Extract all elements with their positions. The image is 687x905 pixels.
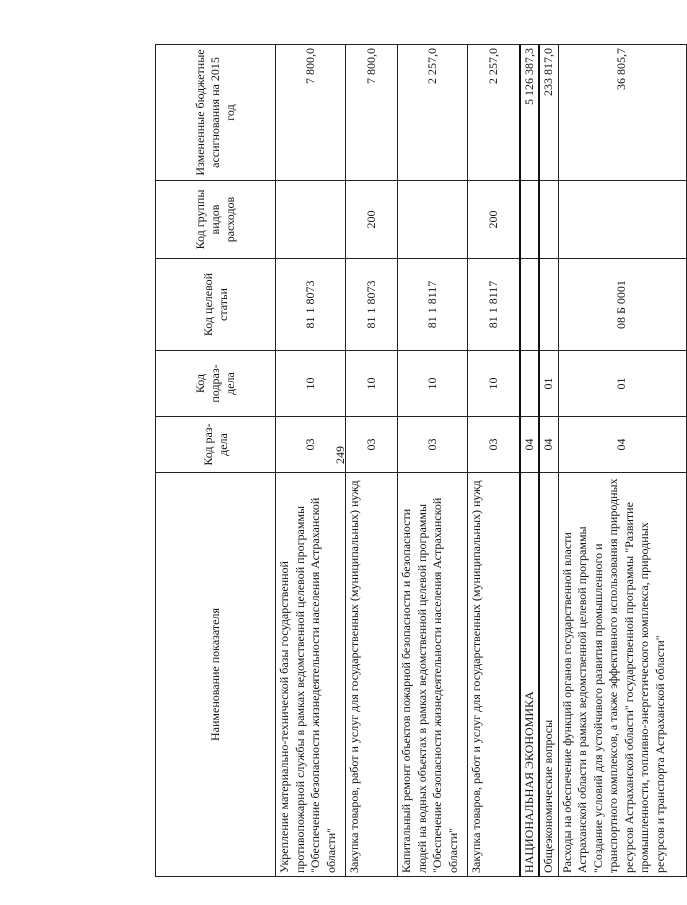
table-row-section-total [520,45,540,877]
row-expense-group-code: 200 [346,181,398,259]
table-row [558,45,686,877]
header-expense-group-code: Код группы видов расходов [156,181,276,259]
row-name: Расходы на обеспечение функций органов государственной власти Астраханской области в рамках ведомственной целевой программы "Создание условий для устойчивого развития промышленного и транспортного комплексов, а также эффективного использования природных ресурсов Астраханской области" государственной программы "Развитие промышленности, топливно-энергетического комплекса, природных ресурсов и транспорта Астраханской области" [558,473,686,877]
row-target-article-code: 08 Б 0001 [558,259,686,351]
row-subsection-code: 10 [276,351,346,417]
page-number: 249 [333,446,347,464]
row-name: Закупка товаров, работ и услуг для государственных (муниципальных) нужд [468,473,520,877]
table-header-row [156,45,276,877]
row-subsection-code [520,351,540,417]
row-subsection-code: 01 [539,351,558,417]
row-subsection-code: 01 [558,351,686,417]
row-amount: 5 126 387,3 [520,45,540,181]
row-section-code: 03 [468,417,520,473]
row-target-article-code: 81 1 8073 [276,259,346,351]
row-expense-group-code [276,181,346,259]
table-row [468,45,520,877]
table-row [276,45,346,877]
row-amount: 36 805,7 [558,45,686,181]
header-subsection-code: Код подраз-дела [156,351,276,417]
row-subsection-code: 10 [398,351,468,417]
row-subsection-code: 10 [468,351,520,417]
row-amount: 233 817,0 [539,45,558,181]
header-budget-2015: Измененные бюджетные ассигнования на 2015 год [156,45,276,181]
row-target-article-code: 81 1 8073 [346,259,398,351]
row-amount: 7 800,0 [346,45,398,181]
table-row [346,45,398,877]
row-target-article-code: 81 1 8117 [468,259,520,351]
table-row [398,45,468,877]
row-section-code: 04 [539,417,558,473]
header-indicator-name: Наименование показателя [156,473,276,877]
row-section-code: 04 [558,417,686,473]
row-section-code: 03 [276,417,346,473]
header-section-code: Код раз-дела [156,417,276,473]
row-target-article-code [539,259,558,351]
row-name: Укрепление материально-технической базы государственной противопожарной службы в рамках ведомственной целевой программы "Обеспечение безопасности жизнедеятельности населения Астраханской области" [276,473,346,877]
row-section-code: 03 [346,417,398,473]
row-target-article-code [520,259,540,351]
row-expense-group-code: 200 [468,181,520,259]
row-name: Капитальный ремонт объектов пожарной безопасности и безопасности людей на водных объектах в рамках ведомственной целевой программы "Обеспечение безопасности жизнедеятельности населения Астраханской области" [398,473,468,877]
row-amount: 2 257,0 [468,45,520,181]
budget-table-container [155,45,667,877]
budget-table [155,44,687,877]
header-target-article-code: Код целевой статьи [156,259,276,351]
row-amount: 2 257,0 [398,45,468,181]
row-target-article-code: 81 1 8117 [398,259,468,351]
row-subsection-code: 10 [346,351,398,417]
row-section-code: 04 [520,417,540,473]
row-expense-group-code [539,181,558,259]
row-name: Закупка товаров, работ и услуг для государственных (муниципальных) нужд [346,473,398,877]
row-name: НАЦИОНАЛЬНАЯ ЭКОНОМИКА [520,473,540,877]
row-amount: 7 800,0 [276,45,346,181]
table-row [539,45,558,877]
row-expense-group-code [520,181,540,259]
row-expense-group-code [398,181,468,259]
row-section-code: 03 [398,417,468,473]
row-name: Общеэкономические вопросы [539,473,558,877]
row-expense-group-code [558,181,686,259]
